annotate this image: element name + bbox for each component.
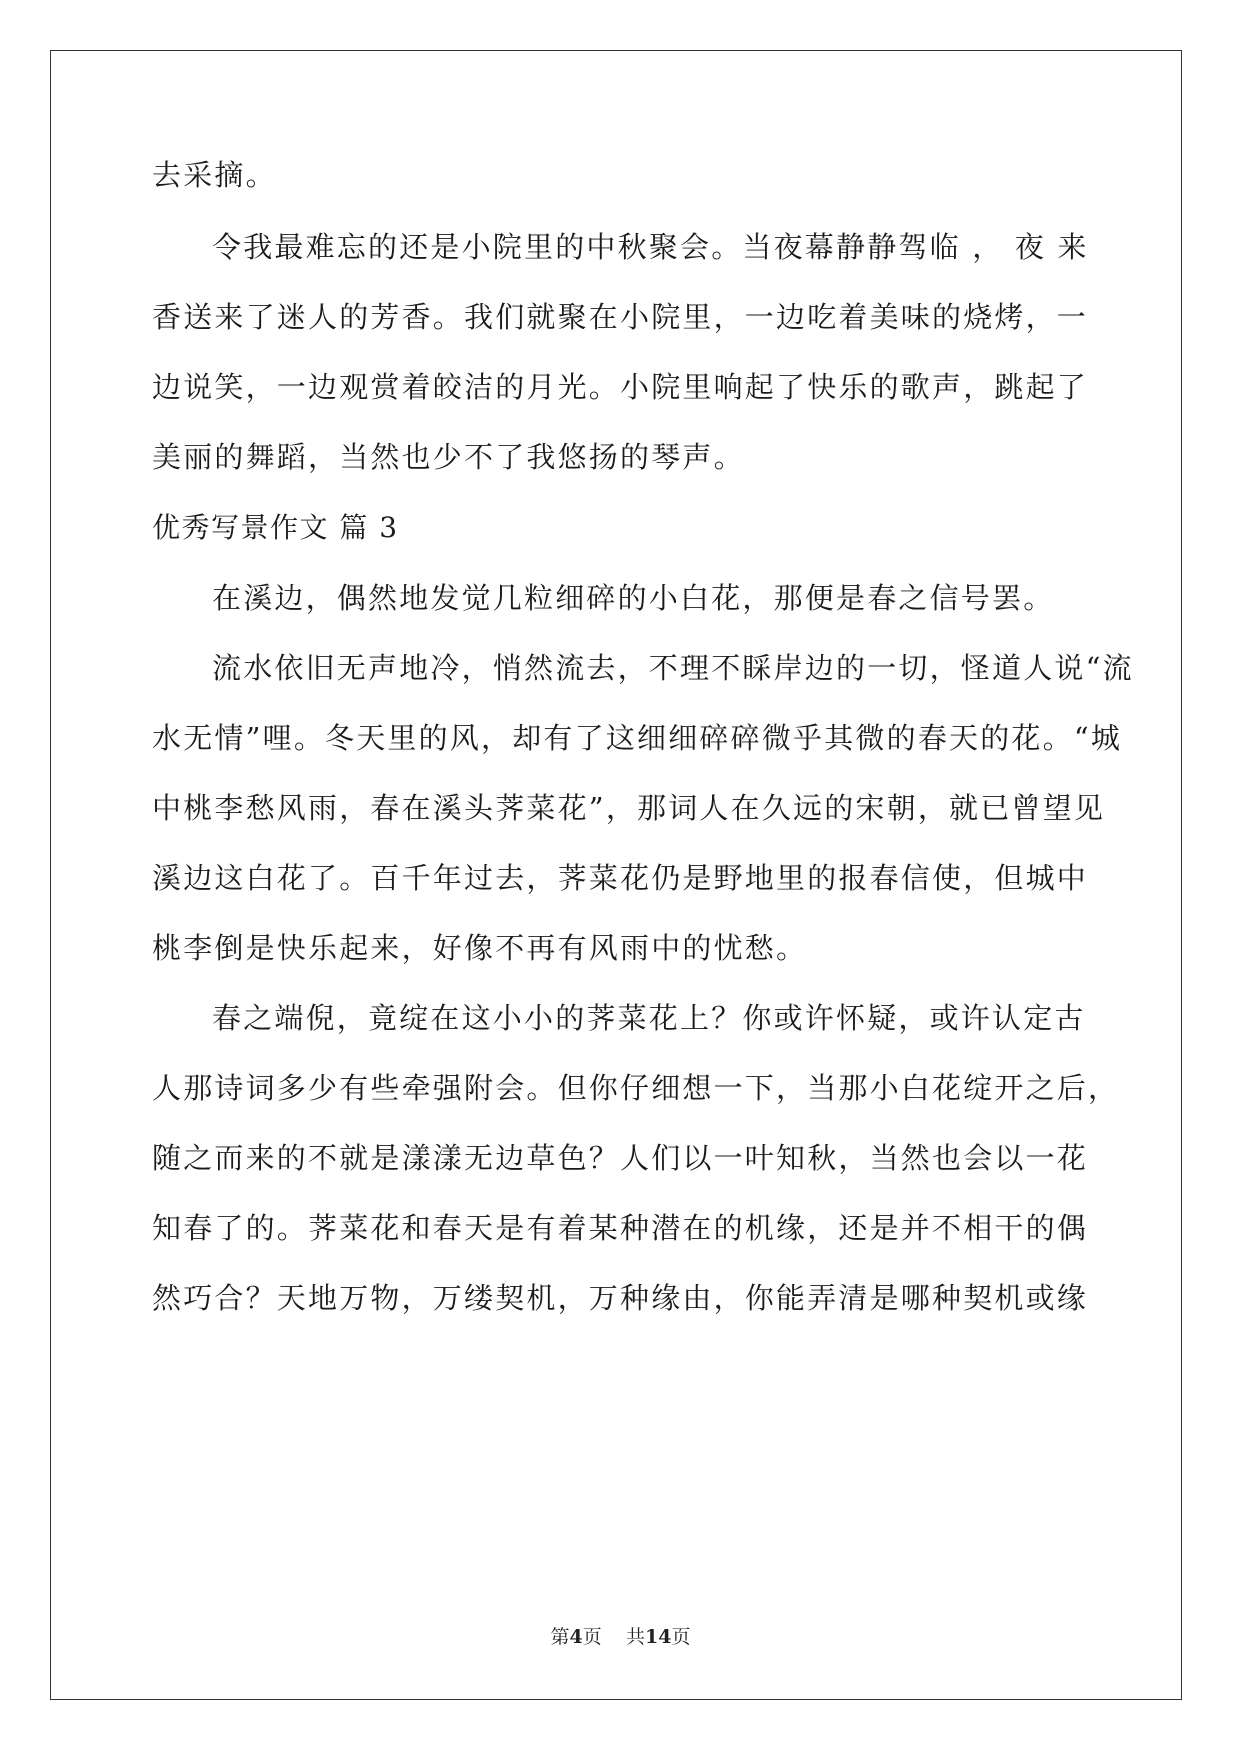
total-suffix: 页	[671, 1626, 691, 1648]
paragraph-line: 流水依旧无声地冷，悄然流去，不理不睬岸边的一切，怪道人说“流	[212, 651, 1134, 685]
paragraph-line: 人那诗词多少有些牵强附会。但你仔细想一下，当那小白花绽开之后，	[152, 1071, 1120, 1105]
total-prefix: 共	[625, 1626, 645, 1648]
page-prefix: 第	[550, 1626, 570, 1648]
paragraph-line: 去采摘。	[152, 158, 277, 192]
total-pages: 14	[644, 1626, 672, 1648]
paragraph-line: 桃李倒是快乐起来，好像不再有风雨中的忧愁。	[152, 931, 808, 965]
paragraph-line: 然巧合？天地万物，万缕契机，万种缘由，你能弄清是哪种契机或缘	[152, 1281, 1089, 1315]
paragraph-line: 美丽的舞蹈，当然也少不了我悠扬的琴声。	[152, 440, 745, 474]
paragraph-line: 春之端倪，竟绽在这小小的荠菜花上？你或许怀疑，或许认定古	[212, 1001, 1086, 1035]
page-footer	[0, 1625, 1241, 1649]
paragraph-line: 边说笑，一边观赏着皎洁的月光。小院里响起了快乐的歌声，跳起了	[152, 370, 1089, 404]
paragraph-line: 水无情”哩。冬天里的风，却有了这细细碎碎微乎其微的春天的花。“城	[152, 721, 1123, 755]
paragraph-line: 随之而来的不就是漾漾无边草色？人们以一叶知秋，当然也会以一花	[152, 1141, 1089, 1175]
paragraph-line: 在溪边，偶然地发觉几粒细碎的小白花，那便是春之信号罢。	[212, 581, 1055, 615]
paragraph-line: 知春了的。荠菜花和春天是有着某种潜在的机缘，还是并不相干的偶	[152, 1211, 1089, 1245]
paragraph-line: 令我最难忘的还是小院里的中秋聚会。当夜幕静静驾临 ， 夜 来	[212, 230, 1089, 264]
paragraph-line: 中桃李愁风雨，春在溪头荠菜花”，那词人在久远的宋朝，就已曾望见	[152, 791, 1106, 825]
page-suffix: 页	[582, 1626, 602, 1648]
paragraph-line: 溪边这白花了。百千年过去，荠菜花仍是野地里的报春信使，但城中	[152, 861, 1089, 895]
page-number: 4	[569, 1626, 583, 1648]
paragraph-line: 香送来了迷人的芳香。我们就聚在小院里，一边吃着美味的烧烤，一	[152, 300, 1089, 334]
section-heading: 优秀写景作文 篇 3	[152, 511, 399, 544]
